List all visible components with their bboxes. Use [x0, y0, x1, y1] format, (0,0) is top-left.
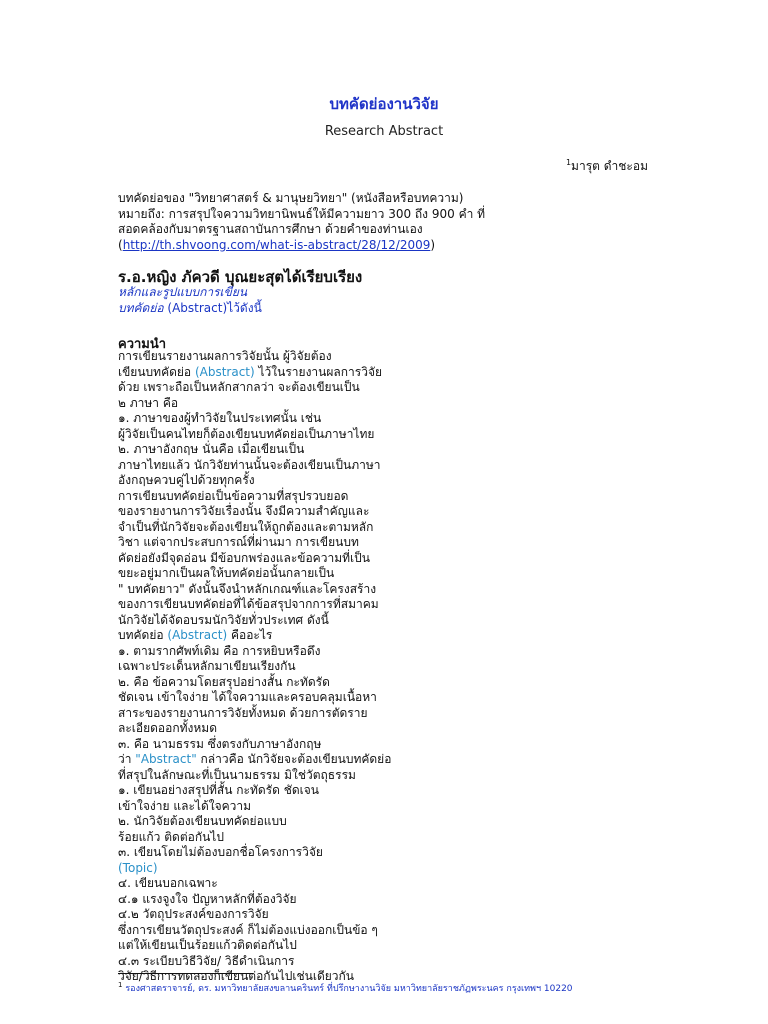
body-line-text: คืออะไร [227, 628, 273, 642]
document-title: บทคัดย่องานวิจัย [329, 95, 439, 113]
body-line [118, 737, 678, 753]
body-line-text: ไว้ในรายงานผลการวิจัย [254, 364, 383, 379]
body-line-text: ของการเขียนบทคัดย่อที่ได้ข้อสรุปจากการที่สมาคม [118, 597, 379, 611]
highlighted-term: (Abstract) [194, 364, 255, 379]
method-term-suffix: (Abstract)ไว้ดังนี้ [163, 300, 262, 315]
body-line-text: ด้วย เพราะถือเป็นหลักสากลว่า จะต้องเขียนเป็น [118, 380, 360, 394]
intro-line: บทคัดย่อของ "วิทยาศาสตร์ & มานุษยวิทยา" (หนังสือหรือบทความ) [118, 191, 464, 205]
body-line [118, 597, 678, 613]
method-intro [118, 285, 262, 316]
body-line-text: ๔. เขียนบอกเฉพาะ [118, 876, 218, 890]
body-line-text: ๑. ภาษาของผู้ทำวิจัยในประเทศนั้น เช่น [118, 411, 322, 425]
body-line [118, 582, 678, 598]
body-line [118, 365, 678, 381]
body-line-text: ๒. คือ ข้อความโดยสรุปอย่างสั้น กะทัดรัด [118, 674, 330, 689]
body-line [118, 458, 678, 474]
footnote-separator [118, 973, 253, 974]
intro-source-line [118, 238, 678, 254]
body-line [118, 520, 678, 536]
body-line [118, 427, 678, 443]
body-line-text: ซึ่งการเขียนวัตถุประสงค์ ก็ไม่ต้องแบ่งออกเป็นข้อ ๆ [118, 922, 378, 937]
body-line-text: ๔.๓ ระเบียบวิธีวิจัย/ วิธีดำเนินการ [118, 953, 295, 968]
body-line-text: ๒. นักวิจัยต้องเขียนบทคัดย่อแบบ [118, 814, 287, 828]
section-heading: ความนำ [118, 337, 167, 352]
body-line-text: กล่าวคือ นักวิจัยจะต้องเขียนบทคัดย่อ [196, 752, 392, 766]
intro-line: หมายถึง: การสรุปใจความวิทยานิพนธ์ให้มีความยาว 300 ถึง 900 คำ ที่ [118, 206, 486, 221]
body-line [118, 659, 678, 675]
body-line [118, 923, 678, 939]
body-line [118, 845, 678, 861]
author-line [566, 157, 648, 176]
body-line-text: ๑. ตามรากศัพท์เดิม คือ การหยิบหรือดึง [118, 643, 321, 658]
body-line [118, 721, 678, 737]
body-line-text: วิชา แต่จากประสบการณ์ที่ผ่านมา การเขียนบท [118, 535, 359, 549]
body-line-text: ๑. เขียนอย่างสรุปที่สั้น กะทัดรัด ชัดเจน [118, 783, 319, 797]
body-line [118, 783, 678, 799]
body-line [118, 876, 678, 892]
body-line-text: สาระของรายงานการวิจัยทั้งหมด ด้วยการตัดราย [118, 705, 368, 720]
body-line [118, 566, 678, 582]
body-line-text: ที่สรุปในลักษณะที่เป็นนามธรรม มิใช่วัตถุธรรม [118, 767, 356, 782]
body-line-text: ๒. ภาษาอังกฤษ นั่นคือ เมื่อเขียนเป็น [118, 442, 305, 456]
intro-paragraph [118, 191, 678, 253]
body-line-text: ๓. เขียนโดยไม่ต้องบอกชื่อโครงการวิจัย [118, 845, 323, 859]
body-line [118, 473, 678, 489]
body-line-text: ๔.๑ แรงจูงใจ ปัญหาหลักที่ต้องวิจัย [118, 891, 297, 906]
body-line-text: การเขียนบทคัดย่อเป็นข้อความที่สรุปรวบยอด [118, 488, 349, 503]
paren-close: ) [430, 237, 436, 252]
body-line-text: " บทคัดยาว" ดังนั้นจึงนำหลักเกณฑ์และโครงสร้าง [118, 581, 377, 596]
body-line [118, 938, 678, 954]
body-line [118, 706, 678, 722]
body-line [118, 551, 678, 567]
body-line [118, 442, 678, 458]
body-line-text: ผู้วิจัยเป็นคนไทยก็ต้องเขียนบทคัดย่อเป็นภาษาไทย [118, 426, 375, 441]
body-line [118, 504, 678, 520]
body-line-text: ภาษาไทยแล้ว นักวิจัยท่านนั้นจะต้องเขียนเป็นภาษา [118, 457, 381, 472]
body-line-text: การเขียนรายงานผลการวิจัยนั้น ผู้วิจัยต้อง [118, 349, 332, 363]
body-line [118, 489, 678, 505]
source-link[interactable]: http://th.shvoong.com/what-is-abstract/28/12/2009 [122, 237, 431, 252]
body-line-text: วิจัย/วิธีการทดลองก็เขียนต่อกันไปเช่นเดียวกัน [118, 969, 354, 983]
body-line [118, 768, 678, 784]
body-line [118, 907, 678, 923]
highlighted-term: (Topic) [118, 860, 158, 875]
method-term: บทคัดย่อ [118, 300, 164, 315]
body-line [118, 380, 678, 396]
body-line-text: ๒ ภาษา คือ [118, 395, 179, 410]
body-line-text: ขยะอยู่มากเป็นผลให้บทคัดย่อนั้นกลายเป็น [118, 566, 335, 580]
body-line [118, 675, 678, 691]
body-line [118, 892, 678, 908]
body-line-text: ว่า [118, 752, 136, 766]
body-line [118, 349, 678, 365]
body-line-text: เฉพาะประเด็นหลักมาเขียนเรียงกัน [118, 659, 296, 673]
document-subtitle: Research Abstract [324, 124, 444, 139]
author-name: มารุต ดำชะอม [571, 159, 648, 173]
body-line-text: คัดย่อยังมีจุดอ่อน มีข้อบกพร่องและข้อความที่เป็น [118, 550, 370, 565]
body-line [118, 613, 678, 629]
body-line-text: เขียนบทคัดย่อ [118, 364, 195, 379]
body-line-text: ของรายงานการวิจัยเรื่องนั้น จึงมีความสำคัญและ [118, 504, 370, 518]
body-line [118, 799, 678, 815]
body-line [118, 954, 678, 970]
body-line-text: บทคัดย่อ [118, 628, 168, 642]
author-footnote-marker: 1 [565, 158, 572, 167]
body-line [118, 535, 678, 551]
footnote-marker: 1 [118, 981, 123, 989]
body-line [118, 690, 678, 706]
compiler-heading: ร.อ.หญิง ภัควดี บุณยะสุตได้เรียบเรียง [118, 268, 363, 286]
body-line-text: เข้าใจง่าย และได้ใจความ [118, 798, 252, 813]
highlighted-term: (Abstract) [167, 628, 228, 642]
body-line [118, 396, 678, 412]
body-line-text: นักวิจัยได้จัดอบรมนักวิจัยทั่วประเทศ ดังนี้ [118, 612, 329, 627]
footnote [118, 981, 573, 995]
body-text [118, 349, 678, 985]
body-line-text: ละเอียดออกทั้งหมด [118, 721, 217, 735]
intro-line: สอดคล้องกับมาตรฐานสถาบันการศึกษา ด้วยคำของท่านเอง [118, 222, 423, 236]
footnote-text: รองศาสตราจารย์, ดร. มหาวิทยาลัยสงขลานครินทร์ ที่ปรึกษางานวิจัย มหาวิทยาลัยราชภัฏพระนคร กรุงเทพฯ 10220 [122, 984, 573, 994]
body-line [118, 752, 678, 768]
body-line [118, 814, 678, 830]
paren-open: ( [118, 237, 123, 252]
body-line-text: ๓. คือ นามธรรม ซึ่งตรงกับภาษาอังกฤษ [118, 736, 322, 751]
body-line [118, 830, 678, 846]
body-line [118, 628, 678, 644]
body-line-text: แต่ให้เขียนเป็นร้อยแก้วติดต่อกันไป [118, 938, 297, 952]
method-line [118, 301, 262, 317]
body-line-text: ชัดเจน เข้าใจง่าย ได้ใจความและครอบคลุมเนื้อหา [118, 690, 377, 704]
body-line-text: ๔.๒ วัตถุประสงค์ของการวิจัย [118, 907, 269, 921]
body-line [118, 644, 678, 660]
method-line: หลักและรูปแบบการเขียน [118, 285, 248, 299]
body-line-text: ร้อยแก้ว ติดต่อกันไป [118, 829, 224, 844]
body-line-text: จำเป็นที่นักวิจัยจะต้องเขียนให้ถูกต้องและตามหลัก [118, 519, 374, 534]
body-line [118, 861, 678, 877]
body-line [118, 411, 678, 427]
highlighted-term: "Abstract" [135, 752, 197, 766]
body-line-text: อังกฤษควบคู่ไปด้วยทุกครั้ง [118, 473, 255, 487]
